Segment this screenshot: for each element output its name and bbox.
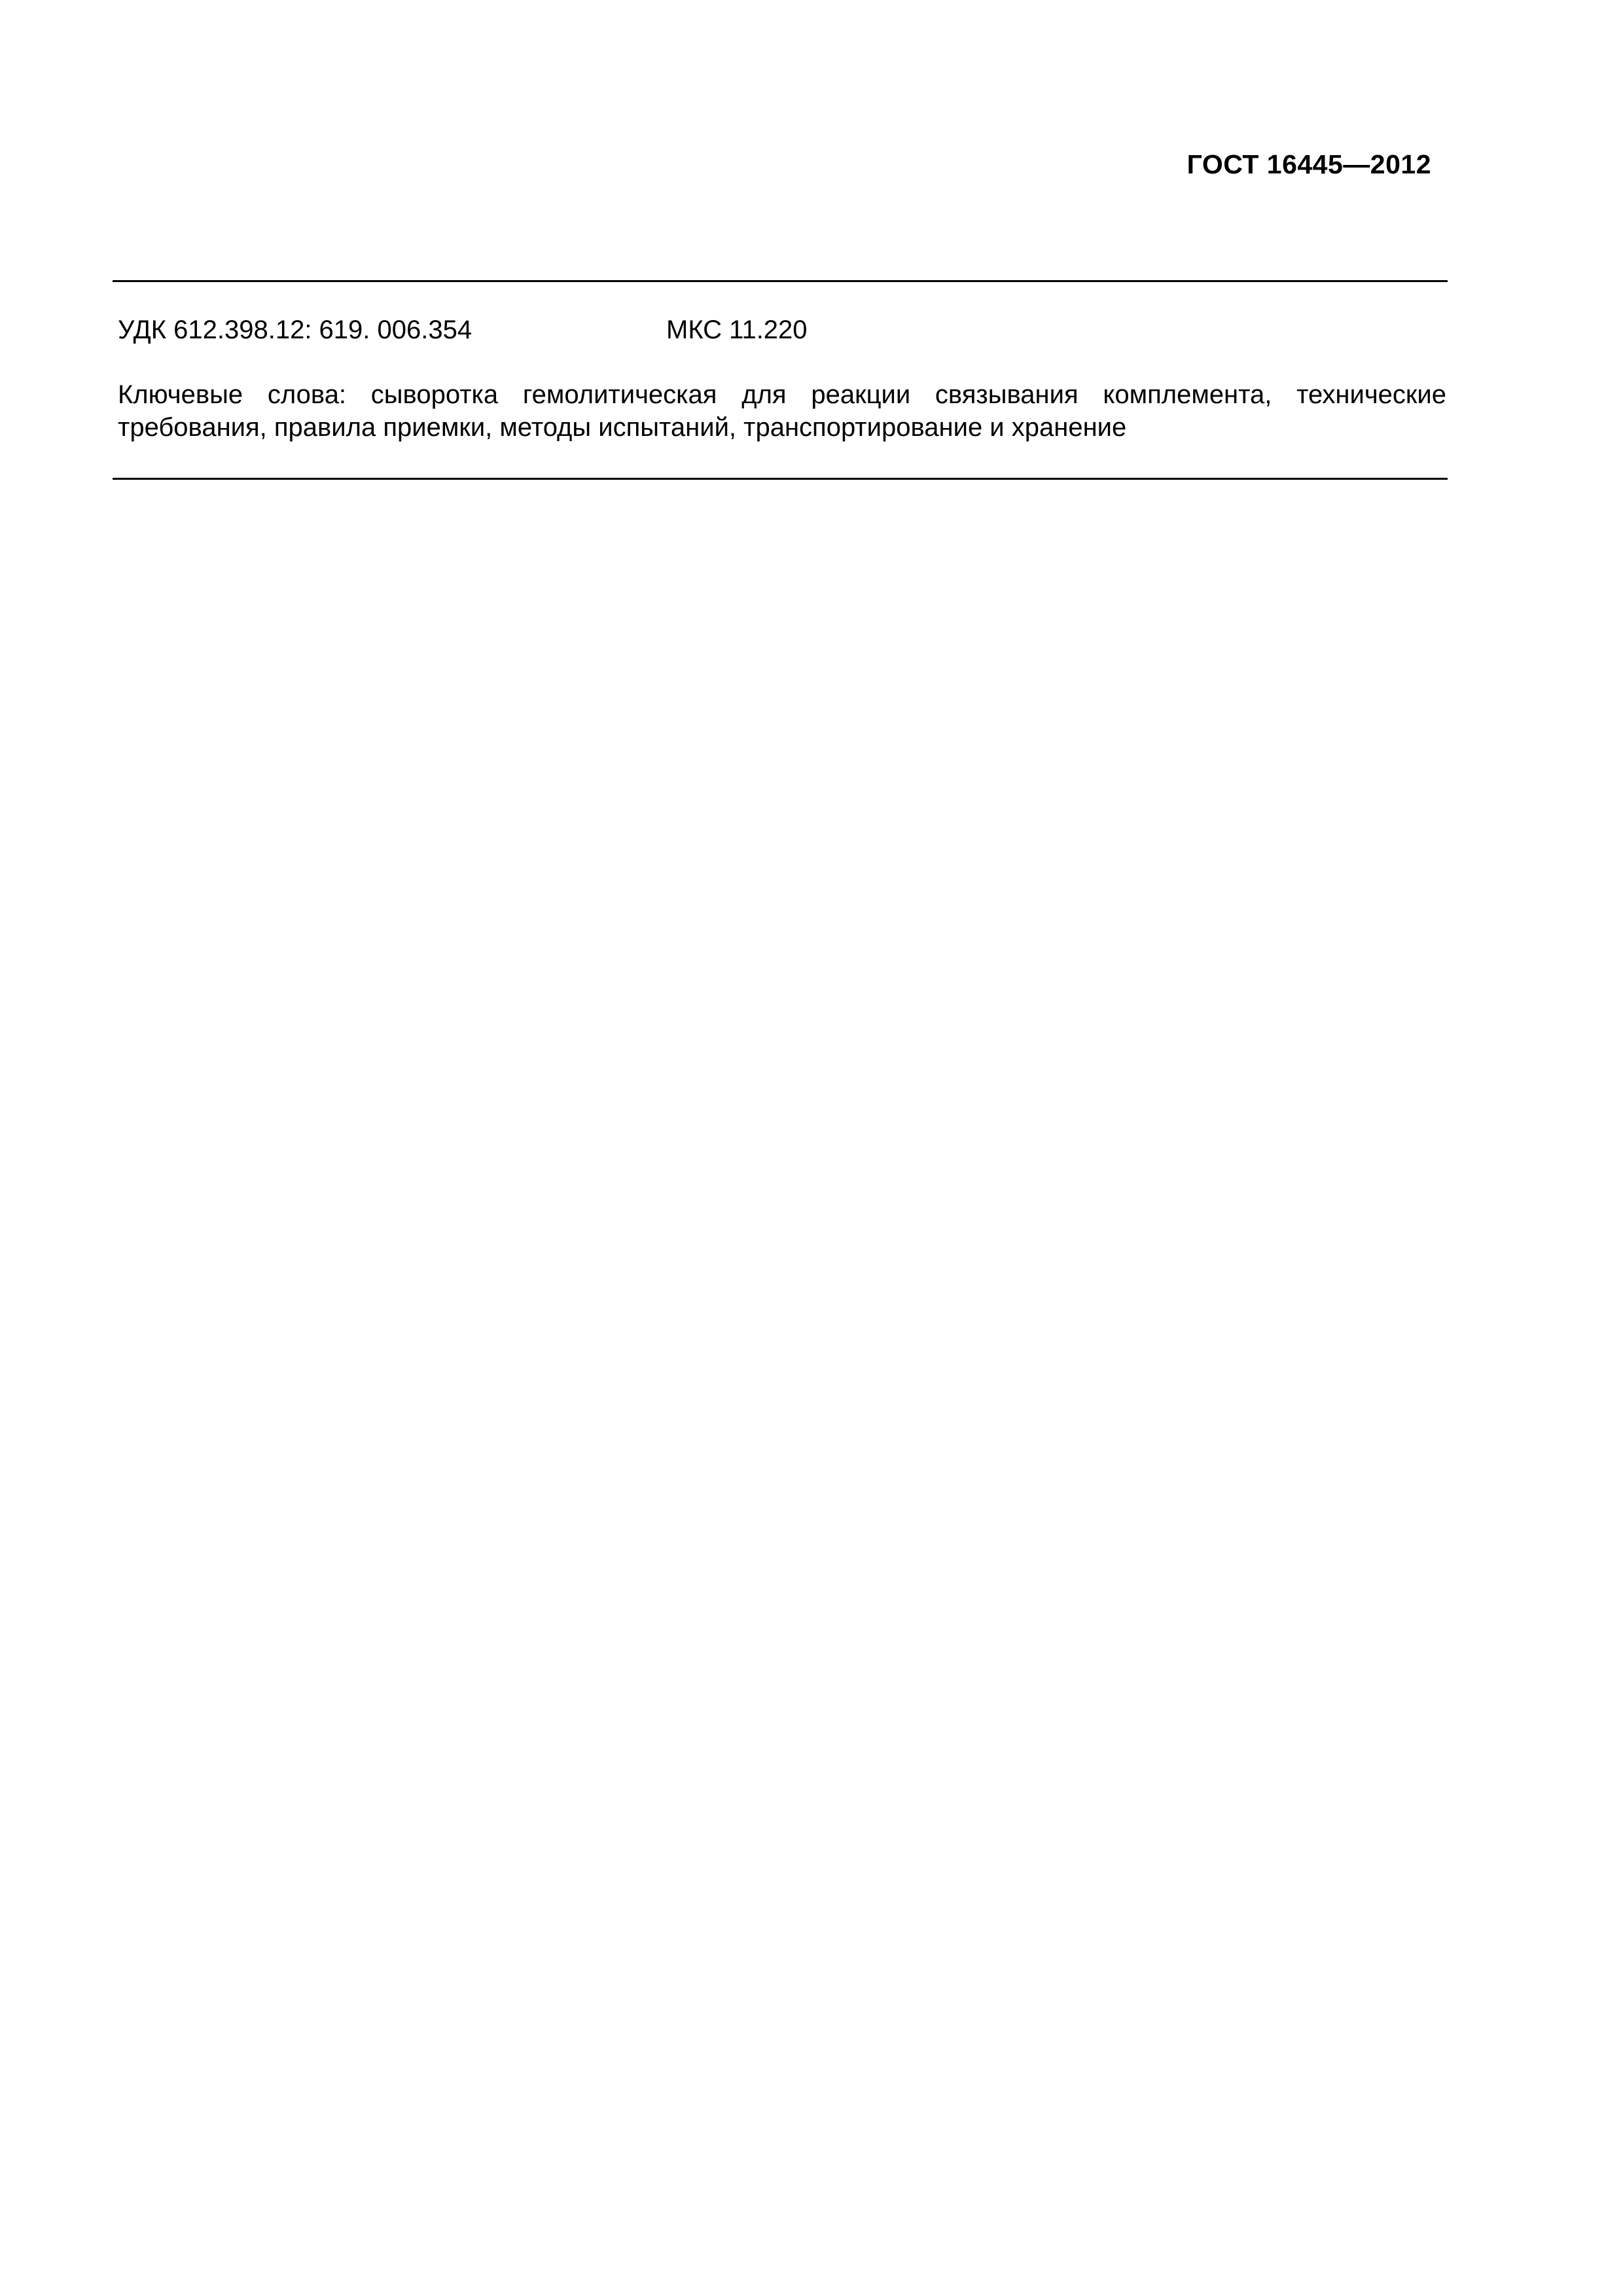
udc-code: УДК 612.398.12: 619. 006.354: [118, 315, 473, 344]
bottom-divider: [113, 478, 1448, 480]
standard-number: ГОСТ 16445—2012: [1186, 149, 1431, 179]
mks-code: МКС 11.220: [666, 315, 808, 344]
keywords-paragraph: Ключевые слова: сыворотка гемолитическая для реакции связывания комплемента, технические требования, правила приемки, методы испытаний, транспортирование и хранение: [118, 380, 1446, 442]
top-divider: [113, 280, 1448, 282]
